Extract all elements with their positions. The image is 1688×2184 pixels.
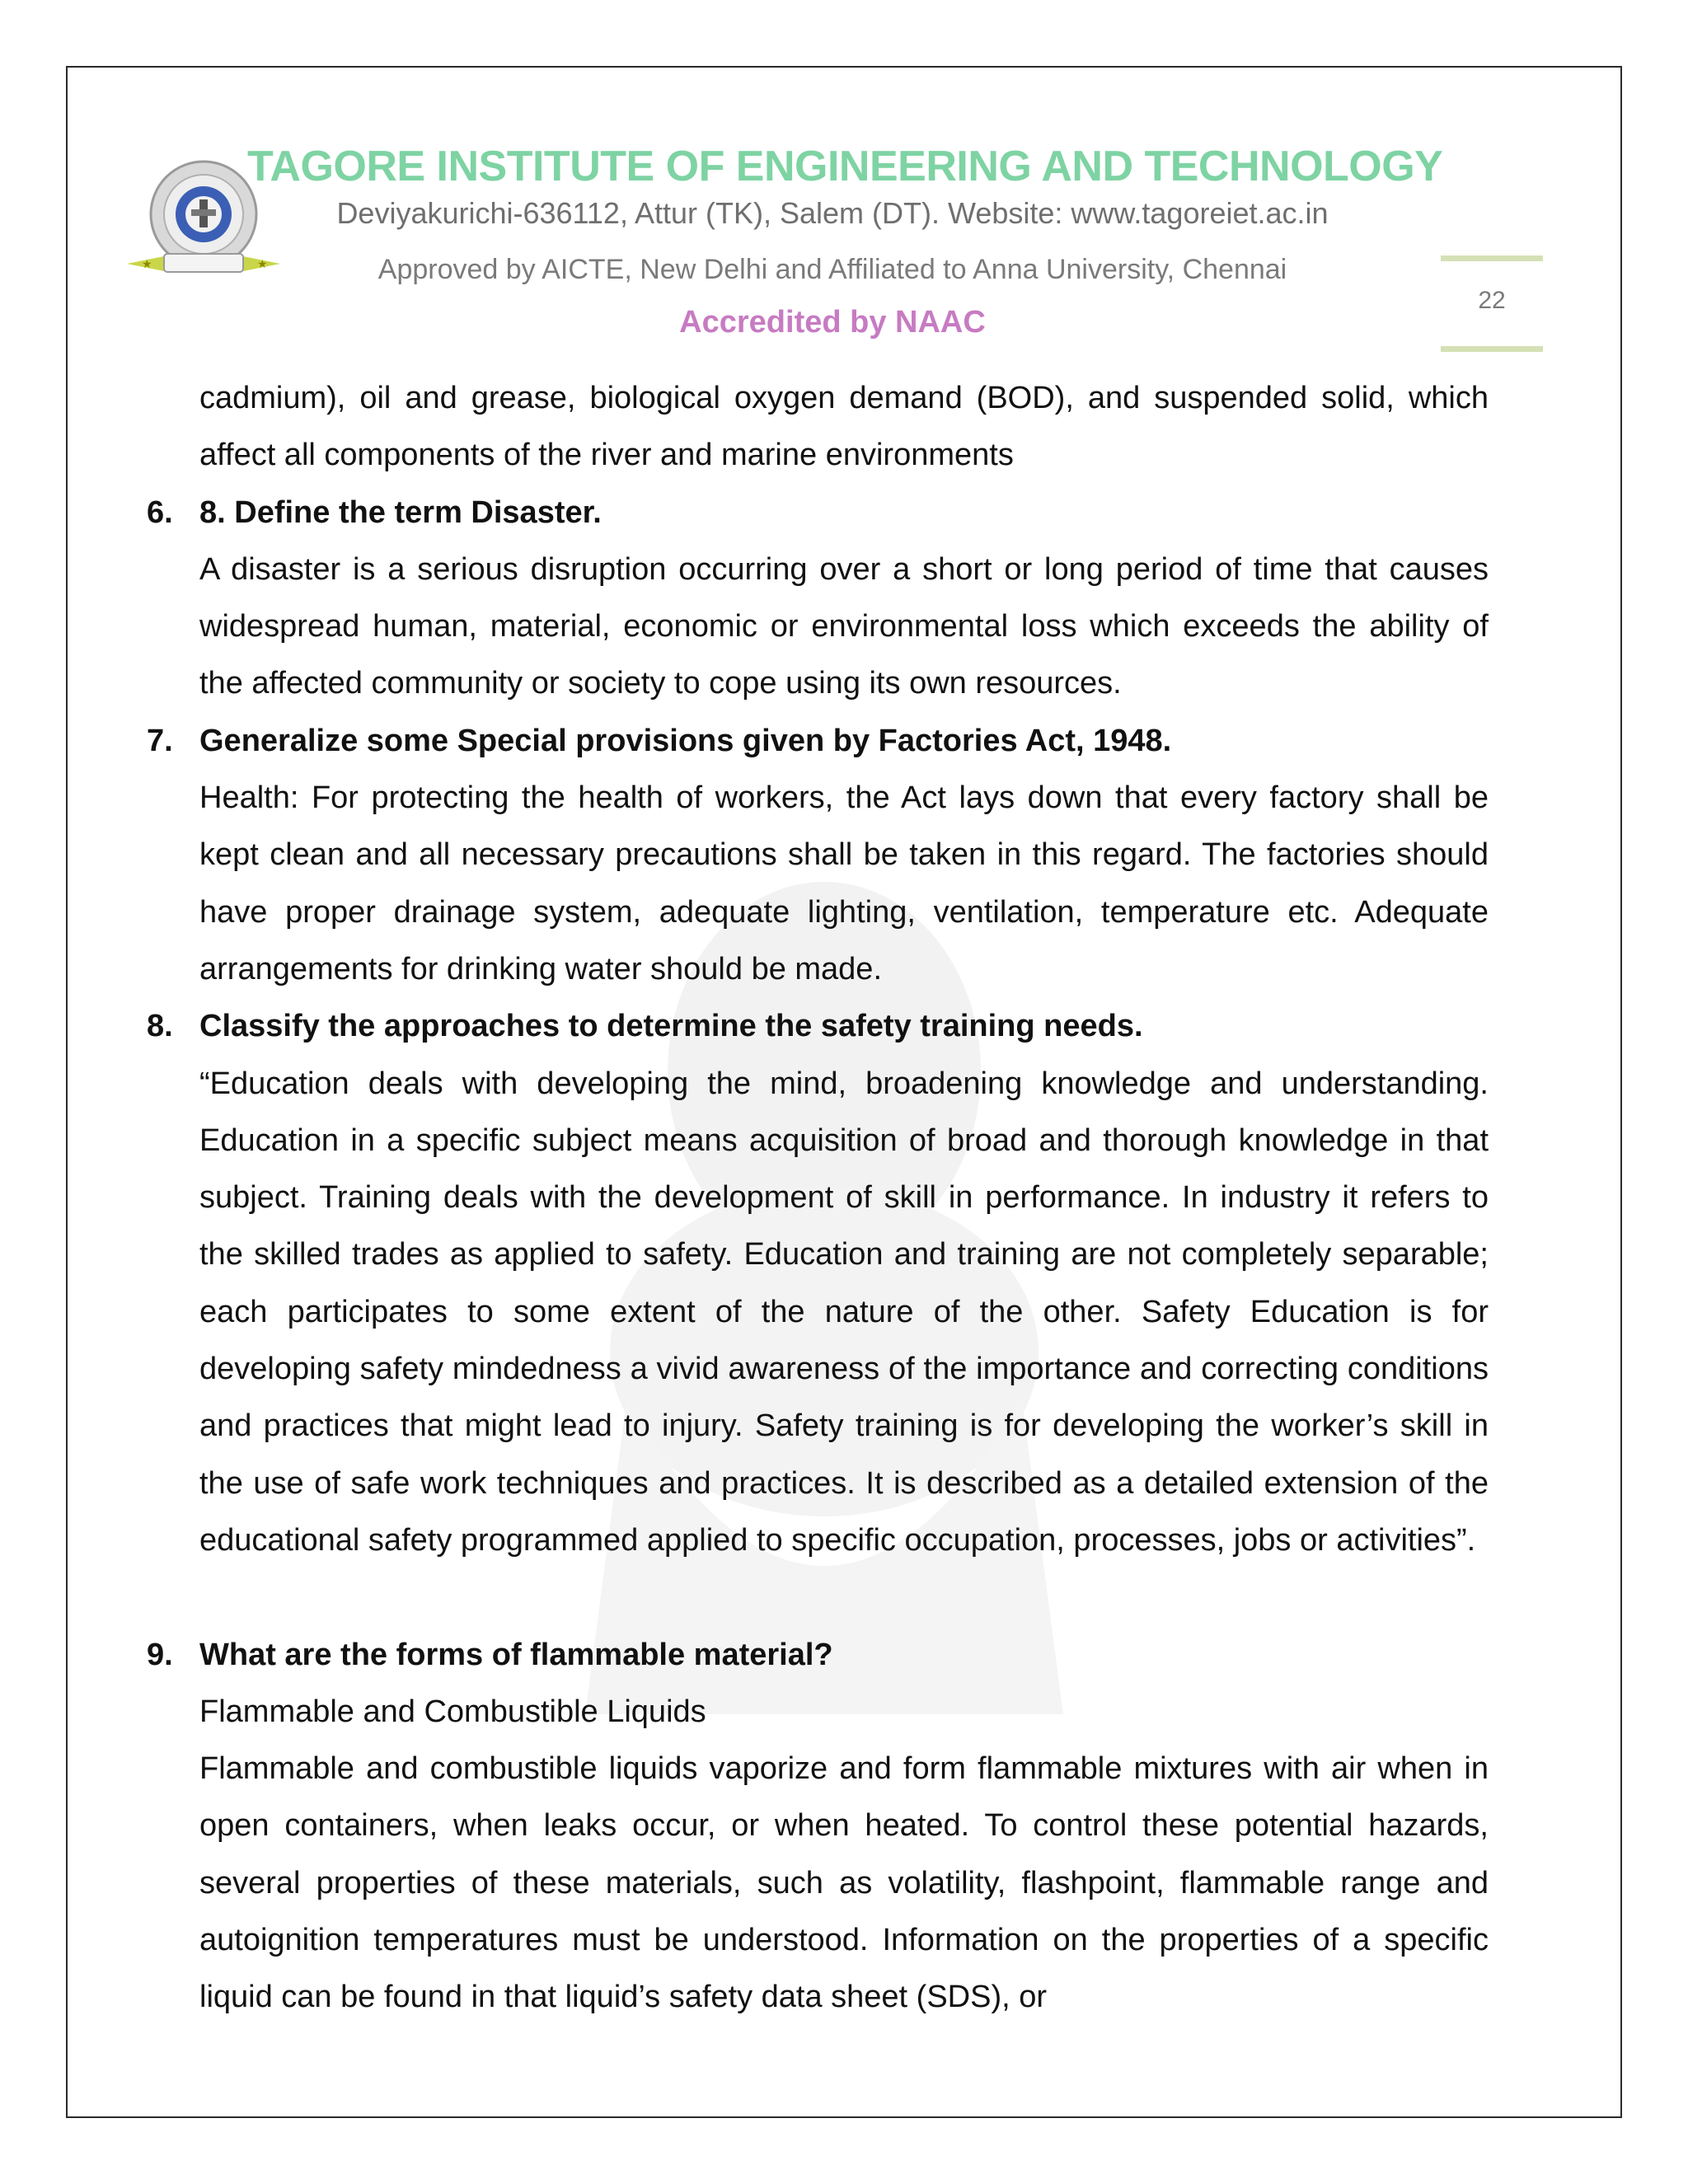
page-number-rule-bottom bbox=[1441, 346, 1543, 352]
question-9 bbox=[147, 1627, 1489, 2027]
document-body bbox=[147, 370, 1489, 2027]
answer-subheading: Flammable and Combustible Liquids bbox=[199, 1694, 706, 1729]
question-number: 6. bbox=[147, 494, 173, 530]
page-number-rule-top bbox=[1441, 255, 1543, 261]
question-title: 8. Define the term Disaster. bbox=[199, 494, 602, 530]
answer-paragraph: Flammable and combustible liquids vaporize and form flammable mixtures with air when in open containers, when leaks occur, or when heated. To control these potential hazards, several properties of these materials, such as volatility, flashpoint, flammable range and autoignition temperatures must be understood. Information on the properties of a specific liquid can be found in that liquid’s safety data sheet (SDS), or bbox=[199, 1751, 1489, 2015]
question-8 bbox=[147, 998, 1489, 1569]
institution-name: TAGORE INSTITUTE OF ENGINEERING AND TECHNOLOGY bbox=[247, 143, 1443, 190]
question-number: 7. bbox=[147, 723, 173, 758]
question-number: 8. bbox=[147, 1009, 173, 1044]
answer-paragraph: Health: For protecting the health of workers, the Act lays down that every factory shall be kept clean and all necessary precautions shall be taken in this regard. The factories should have proper drainage system, adequate lighting, ventilation, temperature etc. Adequate arrangements for drinking water should be made. bbox=[199, 780, 1489, 987]
blank-line bbox=[199, 1569, 1489, 1626]
page-number: 22 bbox=[1478, 287, 1506, 314]
institution-accreditation: Accredited by NAAC bbox=[679, 305, 986, 340]
continuation-paragraph: cadmium), oil and grease, biological oxygen demand (BOD), and suspended solid, which affect all components of the river and marine environments bbox=[199, 381, 1489, 473]
answer-paragraph: “Education deals with developing the mind, broadening knowledge and understanding. Education in a specific subject means acquisition of broad and thorough knowledge in that subject. Training deals with the development of skill in performance. In industry it refers to the skilled trades as applied to safety. Education and training are not completely separable; each participates to some extent of the nature of the other. Safety Education is for developing safety mindedness a vivid awareness of the importance and correcting conditions and practices that might lead to injury. Safety training is for developing the worker’s skill in the use of safe work techniques and practices. It is described as a detailed extension of the educational safety programmed applied to specific occupation, processes, jobs or activities”. bbox=[199, 1066, 1489, 1558]
question-6 bbox=[147, 485, 1489, 713]
question-7 bbox=[147, 713, 1489, 998]
question-title: Classify the approaches to determine the safety training needs. bbox=[199, 1009, 1143, 1044]
svg-text:★: ★ bbox=[142, 258, 152, 271]
answer-paragraph: A disaster is a serious disruption occurring over a short or long period of time that causes widespread human, material, economic or environmental loss which exceeds the ability of the affected community or society to cope using its own resources. bbox=[199, 551, 1489, 701]
question-number: 9. bbox=[147, 1637, 173, 1672]
question-title: Generalize some Special provisions given by Factories Act, 1948. bbox=[199, 723, 1172, 758]
svg-text:★: ★ bbox=[257, 258, 268, 271]
question-title: What are the forms of flammable material? bbox=[199, 1637, 833, 1672]
institution-approval: Approved by AICTE, New Delhi and Affiliated to Anna University, Chennai bbox=[377, 254, 1287, 285]
institution-address: Deviyakurichi-636112, Attur (TK), Salem (DT). Website: www.tagoreiet.ac.in bbox=[336, 196, 1329, 230]
